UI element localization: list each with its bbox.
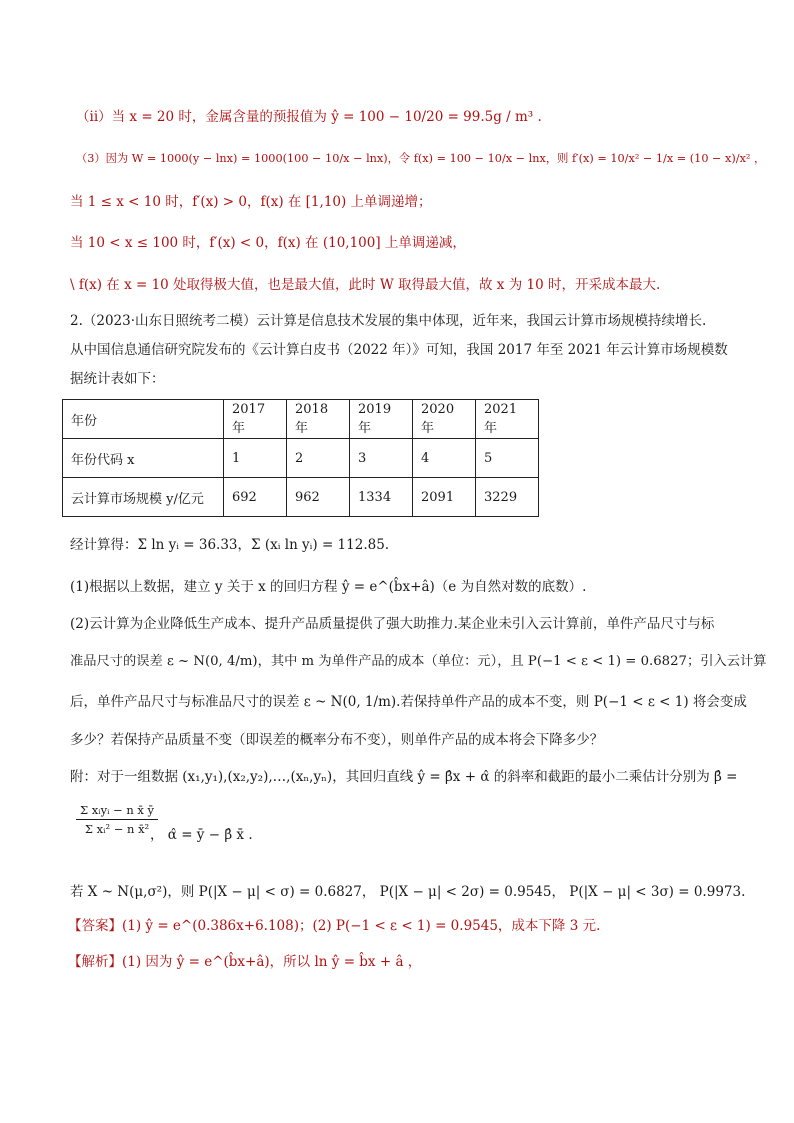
appendix-line-1: 附：对于一组数据 (x₁,y₁),(x₂,y₂),…,(xₙ,yₙ)，其回归直线 ŷ = β̂x + α̂ 的斜率和截距的最小二乘估计分别为 β̂ = xyxy=(70,769,738,785)
table-header-row xyxy=(63,400,539,439)
table-cell: 2 xyxy=(287,439,350,478)
table-cell: 2091 xyxy=(413,478,476,517)
table-cell: 3 xyxy=(350,439,413,478)
cloud-market-table xyxy=(62,399,539,517)
sub-question-2-line-1: (2)云计算为企业降低生产成本、提升产品质量提供了强大助推力.某企业未引入云计算前，单件产品尺寸与标 xyxy=(70,616,715,632)
normal-distribution-facts: 若 X ~ N(μ,σ²)，则 P(|X − μ| < σ) = 0.6827， P(|X − μ| < 2σ) = 0.9545， P(|X − μ| < 3σ) = 0.9973. xyxy=(70,884,746,900)
part3-decreasing: 当 10 < x ≤ 100 时，f′(x) < 0，f(x) 在 (10,100] 上单调递减， xyxy=(70,235,466,251)
table-row xyxy=(63,478,539,517)
analysis-line: 【解析】(1) 因为 ŷ = e^(b̂x+â)，所以 ln ŷ = b̂x + â ， xyxy=(68,954,422,970)
table-cell: 2021 年 xyxy=(476,400,539,439)
table-cell: 5 xyxy=(476,439,539,478)
table-cell: 年份代码 x xyxy=(63,439,224,478)
table-cell: 年份 xyxy=(63,400,224,439)
computed-sums: 经计算得：Σ ln yᵢ = 36.33，Σ (xᵢ ln yᵢ) = 112.85. xyxy=(70,537,390,553)
table-cell: 692 xyxy=(224,478,287,517)
part3-lead: （3）因为 W = 1000(y − lnx) = 1000(100 − 10/x − lnx)，令 f(x) = 100 − 10/x − lnx，则 f′(x) = 10/x² − 1/x = (10 − x)/x² ， xyxy=(76,152,766,165)
beta-hat-numerator: Σ xᵢyᵢ − n x̄ ȳ xyxy=(76,803,158,820)
table-cell: 1 xyxy=(224,439,287,478)
sub-question-2-line-4: 多少？若保持产品质量不变（即误差的概率分布不变），则单件产品的成本将会下降多少？ xyxy=(70,732,604,748)
alpha-hat-formula: ， α̂ = ȳ − β̂ x̄ . xyxy=(150,827,253,843)
beta-hat-denominator: Σ xᵢ² − n x̄² xyxy=(84,822,150,836)
part3-conclusion: \ f(x) 在 x = 10 处取得极大值，也是最大值，此时 W 取得最大值，故 x 为 10 时，开采成本最大. xyxy=(70,277,661,293)
sub-question-2-line-2: 准品尺寸的误差 ε ~ N(0, 4/m)，其中 m 为单件产品的成本（单位：元），且 P(−1 < ε < 1) = 0.6827；引入云计算 xyxy=(70,654,767,669)
beta-hat-fraction xyxy=(76,803,158,836)
table-cell: 3229 xyxy=(476,478,539,517)
table-cell: 云计算市场规模 y/亿元 xyxy=(63,478,224,517)
answer-line: 【答案】(1) ŷ = e^(0.386x+6.108)；(2) P(−1 < ε < 1) = 0.9545，成本下降 3 元. xyxy=(68,918,601,934)
sub-question-1: (1)根据以上数据，建立 y 关于 x 的回归方程 ŷ = e^(b̂x+â)（e 为自然对数的底数）. xyxy=(70,579,587,595)
table-cell: 2020 年 xyxy=(413,400,476,439)
question-2-intro-line-1: 2.（2023·山东日照统考二模）云计算是信息技术发展的集中体现，近年来，我国云计算市场规模持续增长. xyxy=(70,313,707,329)
table-cell: 2019 年 xyxy=(350,400,413,439)
part3-increasing: 当 1 ≤ x < 10 时，f′(x) > 0，f(x) 在 [1,10) 上单调递增； xyxy=(70,194,432,210)
part-ii-text: （ii）当 x = 20 时，金属含量的预报值为 ŷ = 100 − 10/20 = 99.5g / m³ . xyxy=(76,109,542,125)
sub-question-2-line-3: 后，单件产品尺寸与标准品尺寸的误差 ε ~ N(0, 1/m).若保持单件产品的成本不变，则 P(−1 < ε < 1) 将会变成 xyxy=(70,694,747,710)
table-cell: 2017 年 xyxy=(224,400,287,439)
table-cell: 2018 年 xyxy=(287,400,350,439)
table-cell: 4 xyxy=(413,439,476,478)
question-2-intro-line-2: 从中国信息通信研究院发布的《云计算白皮书（2022 年）》可知，我国 2017 年至 2021 年云计算市场规模数 xyxy=(70,342,728,358)
question-2-intro-line-3: 据统计表如下： xyxy=(70,371,165,387)
table-cell: 1334 xyxy=(350,478,413,517)
table-row xyxy=(63,439,539,478)
table-cell: 962 xyxy=(287,478,350,517)
